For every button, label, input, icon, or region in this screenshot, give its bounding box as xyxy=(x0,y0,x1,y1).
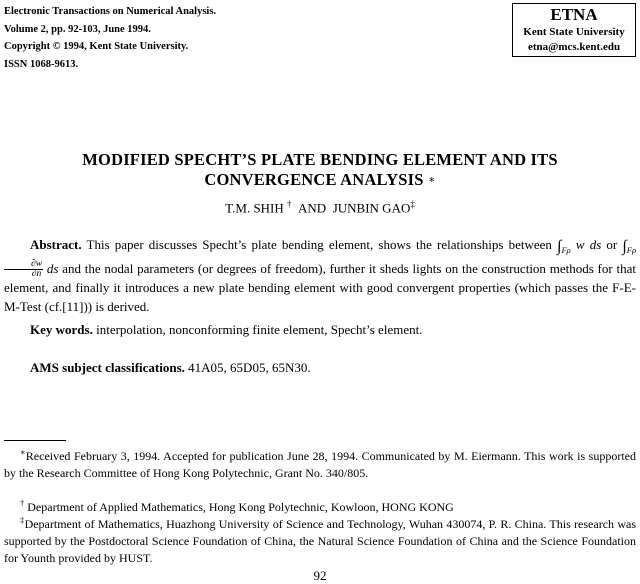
keywords xyxy=(30,322,422,338)
keywords-text: interpolation, nonconforming finite element, Specht’s element. xyxy=(96,322,423,337)
title-line-2: CONVERGENCE ANALYSIS xyxy=(204,170,424,189)
issn: ISSN 1068-9613. xyxy=(4,58,79,70)
keywords-label: Key words. xyxy=(30,322,93,337)
page-number: 92 xyxy=(313,568,327,583)
paper-title xyxy=(0,150,640,190)
volume-info: Volume 2, pp. 92-103, June 1994. xyxy=(4,23,151,35)
author-2: JUNBIN GAO xyxy=(332,200,411,216)
etna-university: Kent State University xyxy=(523,26,625,38)
abstract-label: Abstract. xyxy=(30,237,82,252)
integral-dw-dn-ds: $\int_{F\rho}$ $\frac{\partial w}{\partial n}$ ds xyxy=(4,237,636,276)
footnote-rule xyxy=(4,440,66,441)
author-1-mark: † xyxy=(287,199,292,209)
footnote-received xyxy=(4,444,636,482)
title-footnote-mark: ∗ xyxy=(427,174,436,186)
authors-and: AND xyxy=(298,200,327,216)
authors xyxy=(0,199,640,216)
journal-header xyxy=(4,3,216,73)
etna-name: ETNA xyxy=(550,5,598,24)
copyright: Copyright © 1994, Kent State University. xyxy=(4,41,189,52)
ams-classification xyxy=(30,360,311,376)
abstract xyxy=(4,236,636,316)
ams-text: 41A05, 65D05, 65N30. xyxy=(188,360,311,375)
title-line-1: MODIFIED SPECHT’S PLATE BENDING ELEMENT AND ITS xyxy=(82,150,558,169)
abstract-text-a: This paper discusses Specht’s plate bending element, shows the relationships between xyxy=(86,237,552,252)
abstract-text-b: and the nodal parameters (or degrees of freedom), further it sheds lights on the construction methods for that element, and finally it introduces a new plate bending element with good convergent properties (which passes the F-E-M-Test (cf.[11])) is derived. xyxy=(4,260,637,314)
footnote-2-mark: † xyxy=(20,498,25,508)
footnote-2-text: Department of Applied Mathematics, Hong Kong Polytechnic, Kowloon, HONG KONG xyxy=(27,500,454,514)
footnote-affiliation-2 xyxy=(4,512,636,567)
journal-name: Electronic Transactions on Numerical Analysis. xyxy=(4,6,217,17)
author-1: T.M. SHIH xyxy=(225,200,284,216)
author-2-mark: ‡ xyxy=(410,199,415,209)
abstract-or: or xyxy=(606,237,618,252)
footnote-3-text: Department of Mathematics, Huazhong University of Science and Technology, Wuhan 430074, P. R. China. This research was supported by the Postdoctoral Science Foundation of China, the Natural Science Foundation of China and the Science Foundation for Younth provided by HUST. xyxy=(4,517,636,565)
footnote-1-text: Received February 3, 1994. Accepted for publication June 28, 1994. Communicated by M. Eiermann. This work is supported by the Research Committee of Hong Kong Polytechnic, Grant No. 340/805. xyxy=(4,449,636,480)
footnote-1-mark: ∗ xyxy=(20,447,26,457)
etna-box xyxy=(512,3,636,57)
etna-email: etna@mcs.kent.edu xyxy=(527,41,621,53)
integral-w-ds: $\int_{F\rho}$ w ds xyxy=(557,237,602,255)
footnote-3-mark: ‡ xyxy=(20,515,25,525)
ams-label: AMS subject classifications. xyxy=(30,360,185,375)
